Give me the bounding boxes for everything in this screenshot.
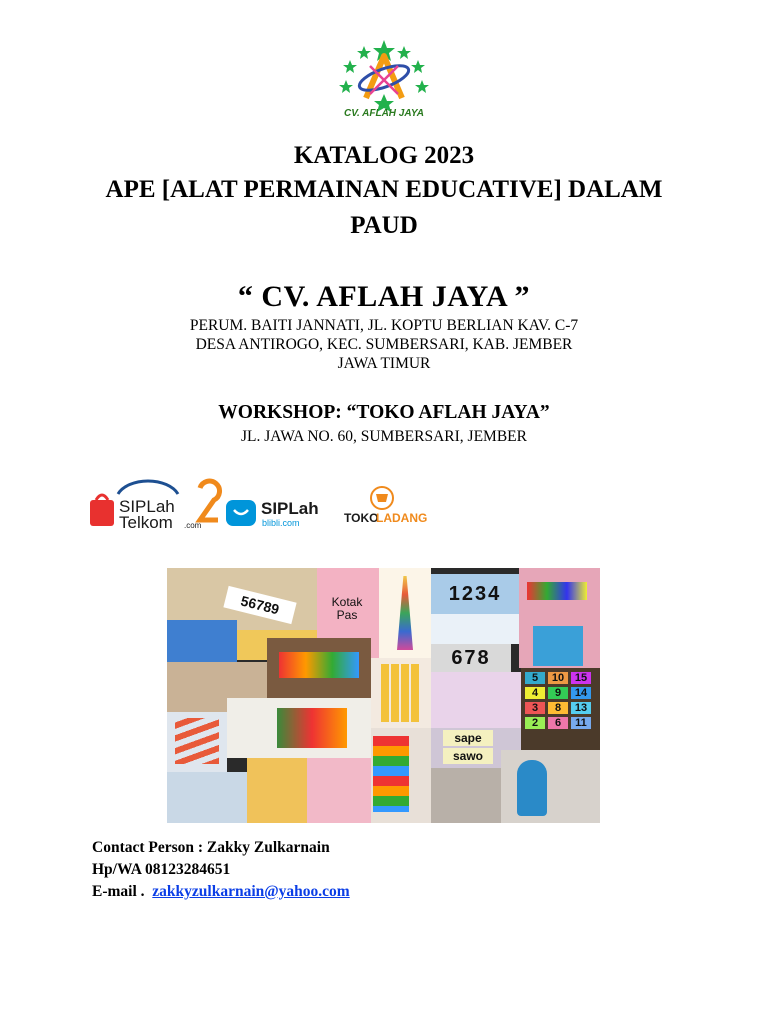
number-grid-cell: 6	[548, 717, 568, 729]
face-puzzle	[247, 758, 307, 823]
collage-tile	[167, 620, 237, 662]
collage-tile	[431, 672, 521, 728]
number-board-bottom: 678	[431, 644, 511, 672]
collage-tile	[533, 626, 583, 666]
bowling-pins	[381, 664, 421, 722]
number-grid-cell: 8	[548, 702, 568, 714]
number-grid-cell: 10	[548, 672, 568, 684]
workshop-title: WORKSHOP: “TOKO AFLAH JAYA”	[218, 402, 550, 423]
company-name: “ CV. AFLAH JAYA ”	[237, 280, 531, 313]
peg-board	[277, 708, 347, 748]
siplah-blibli-word1: SIPLah	[261, 499, 319, 518]
collage-tile	[431, 768, 501, 823]
email-label: E-mail .	[92, 883, 145, 900]
siplah-telkom-word1: SIPLah	[119, 497, 175, 516]
word-tile: sape	[443, 730, 493, 746]
partner-logos	[88, 474, 428, 536]
collage-tile	[167, 772, 247, 823]
number-strip: 56789	[223, 586, 296, 624]
number-grid-cell: 5	[525, 672, 545, 684]
contact-phone: Hp/WA 08123284651	[92, 861, 231, 878]
ring-stacker	[373, 736, 409, 812]
company-address-line3: JAWA TIMUR	[337, 355, 431, 372]
catalog-title: KATALOG 2023	[293, 142, 475, 169]
number-grid-cell: 15	[571, 672, 591, 684]
boy-puzzle	[517, 760, 547, 816]
catalog-subtitle-line2: PAUD	[350, 212, 418, 239]
email-link[interactable]: zakkyzulkarnain@yahoo.com	[152, 883, 350, 900]
company-address-line2: DESA ANTIROGO, KEC. SUMBERSARI, KAB. JEMBER	[195, 336, 573, 353]
number-grid-cell: 11	[571, 717, 591, 729]
contact-person: Contact Person : Zakky Zulkarnain	[92, 839, 330, 856]
siplah-telkom-word2: Telkom	[119, 513, 173, 532]
company-address-line1: PERUM. BAITI JANNATI, JL. KOPTU BERLIAN KAV. C-7	[189, 317, 579, 334]
number-grid-cell: 14	[571, 687, 591, 699]
contact-email-line	[92, 881, 350, 903]
siplah-blibli-word2: blibli.com	[262, 518, 300, 528]
collage-tile	[501, 750, 600, 823]
kotak-pas-label: Kotak Pas	[331, 595, 363, 622]
number-grid-cell: 4	[525, 687, 545, 699]
workshop-address: JL. JAWA NO. 60, SUMBERSARI, JEMBER	[241, 428, 527, 445]
logo-caption: CV. AFLAH JAYA	[343, 108, 424, 119]
shape-sorter	[279, 652, 359, 678]
product-collage	[167, 568, 600, 823]
siplah-telkom-suffix: .com	[184, 521, 202, 530]
tokoladang-logo	[344, 487, 427, 525]
number-grid-cell: 9	[548, 687, 568, 699]
number-board-top: 1234	[431, 574, 519, 614]
toy-train	[527, 582, 587, 600]
collage-tile	[431, 614, 519, 644]
collage-tile	[307, 758, 371, 823]
tokoladang-part1: TOKO	[344, 511, 379, 525]
catalog-subtitle-line1: APE [ALAT PERMAINAN EDUCATIVE] DALAM	[105, 176, 663, 203]
number-grid-cell: 3	[525, 702, 545, 714]
tokoladang-part2: LADANG	[376, 511, 428, 525]
number-grid-cell: 13	[571, 702, 591, 714]
marble-run	[175, 718, 219, 764]
number-grid-cell: 2	[525, 717, 545, 729]
siplah-telkom-logo	[90, 481, 202, 532]
word-tile: sawo	[443, 748, 493, 764]
number-grid	[525, 672, 591, 729]
siplah-blibli-logo	[200, 481, 319, 528]
